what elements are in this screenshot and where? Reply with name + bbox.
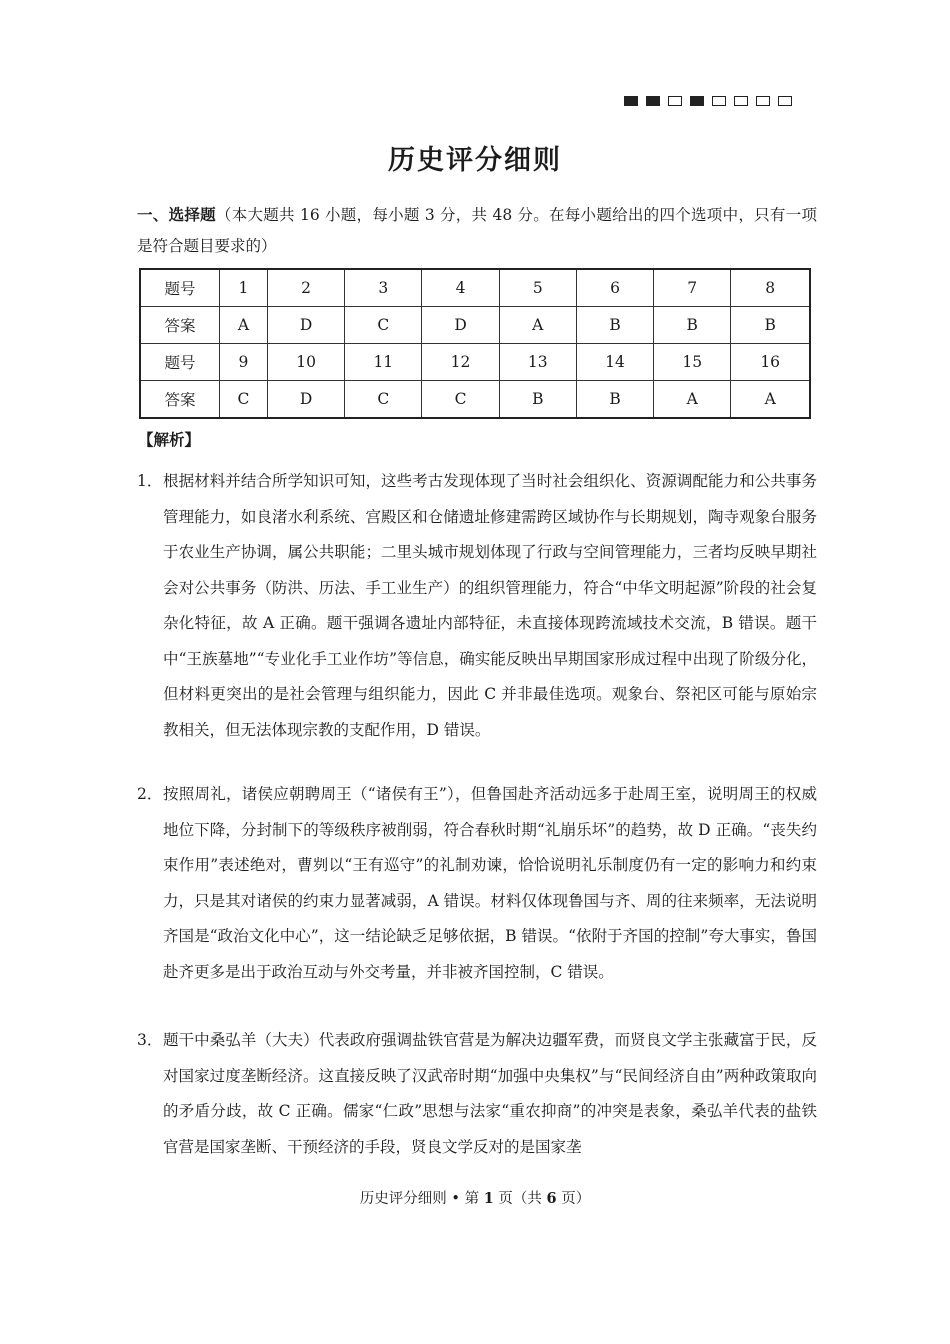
item-number: 2． (137, 785, 163, 803)
page-footer (0, 1187, 950, 1208)
table-row (140, 344, 810, 381)
row-header: 题号 (140, 344, 220, 381)
table-cell: B (576, 307, 653, 344)
table-cell: B (654, 307, 731, 344)
table-cell: A (499, 307, 576, 344)
progress-mark-empty (778, 96, 792, 106)
table-cell: D (267, 307, 344, 344)
footer-suffix: 页） (556, 1191, 591, 1207)
table-row (140, 269, 810, 307)
table-cell: D (422, 307, 499, 344)
table-cell: A (220, 307, 268, 344)
item-number: 1． (137, 472, 163, 490)
progress-mark-filled (690, 96, 704, 106)
analysis-label: 【解析】 (138, 430, 201, 449)
row-header: 答案 (140, 307, 220, 344)
table-cell: 13 (499, 344, 576, 381)
page-title: 历史评分细则 (388, 145, 562, 176)
row-header: 题号 (140, 269, 220, 307)
table-row (140, 381, 810, 419)
table-cell: 8 (731, 269, 810, 307)
table-cell: 15 (654, 344, 731, 381)
table-cell: 10 (267, 344, 344, 381)
table-cell: B (576, 381, 653, 419)
section-instructions: （本大题共 16 小题，每小题 3 分，共 48 分。在每小题给出的四个选项中，只有一项是符合题目要求的） (137, 206, 817, 255)
table-cell: B (499, 381, 576, 419)
table-cell: 1 (220, 269, 268, 307)
table-cell: B (731, 307, 810, 344)
table-cell: 7 (654, 269, 731, 307)
table-cell: C (422, 381, 499, 419)
answer-table (139, 268, 811, 419)
progress-mark-empty (756, 96, 770, 106)
section-heading (137, 199, 817, 262)
table-cell: 5 (499, 269, 576, 307)
progress-mark-empty (668, 96, 682, 106)
table-cell: 4 (422, 269, 499, 307)
progress-marks (624, 96, 792, 106)
analysis-item-1 (137, 464, 817, 748)
table-cell: C (345, 307, 422, 344)
footer-total-pages: 6 (546, 1190, 557, 1207)
table-cell: 2 (267, 269, 344, 307)
section-label: 一、选择题 (137, 205, 216, 224)
table-cell: 9 (220, 344, 268, 381)
table-cell: C (220, 381, 268, 419)
item-number: 3． (137, 1031, 163, 1049)
table-cell: D (267, 381, 344, 419)
progress-mark-filled (646, 96, 660, 106)
footer-mid: 页（共 (493, 1191, 547, 1207)
footer-prefix: 历史评分细则 • 第 (359, 1191, 484, 1207)
progress-mark-empty (712, 96, 726, 106)
table-cell: 16 (731, 344, 810, 381)
row-header: 答案 (140, 381, 220, 419)
table-cell: A (731, 381, 810, 419)
table-cell: 12 (422, 344, 499, 381)
table-cell: 6 (576, 269, 653, 307)
progress-mark-filled (624, 96, 638, 106)
table-cell: 14 (576, 344, 653, 381)
item-text: 按照周礼，诸侯应朝聘周王（“诸侯有王”），但鲁国赴齐活动远多于赴周王室，说明周王的权威地位下降，分封制下的等级秩序被削弱，符合春秋时期“礼崩乐坏”的趋势，故 D 正确。“丧失约束作用”表述绝对，曹刿以“王有巡守”的礼制劝谏，恰恰说明礼乐制度仍有一定的影响力和约束力，只是其对诸侯的约束力显著减弱，A 错误。材料仅体现鲁国与齐、周的往来频率，无法说明齐国是“政治文化中心”，这一结论缺乏足够依据，B 错误。“依附于齐国的控制”夸大事实，鲁国赴齐更多是出于政治互动与外交考量，并非被齐国控制，C 错误。 (163, 785, 817, 981)
footer-page-number: 1 (483, 1190, 494, 1207)
analysis-item-3 (137, 1023, 817, 1165)
table-cell: 11 (345, 344, 422, 381)
table-cell: 3 (345, 269, 422, 307)
analysis-item-2 (137, 777, 817, 990)
table-row (140, 307, 810, 344)
table-cell: C (345, 381, 422, 419)
item-text: 题干中桑弘羊（大夫）代表政府强调盐铁官营是为解决边疆军费，而贤良文学主张藏富于民，反对国家过度垄断经济。这直接反映了汉武帝时期“加强中央集权”与“民间经济自由”两种政策取向的矛盾分歧，故 C 正确。儒家“仁政”思想与法家“重农抑商”的冲突是表象，桑弘羊代表的盐铁官营是国家垄断、干预经济的手段，贤良文学反对的是国家垄 (163, 1031, 817, 1156)
item-text: 根据材料并结合所学知识可知，这些考古发现体现了当时社会组织化、资源调配能力和公共事务管理能力，如良渚水利系统、宫殿区和仓储遗址修建需跨区域协作与长期规划，陶寺观象台服务于农业生产协调，属公共职能；二里头城市规划体现了行政与空间管理能力，三者均反映早期社会对公共事务（防洪、历法、手工业生产）的组织管理能力，符合“中华文明起源”阶段的社会复杂化特征，故 A 正确。题干强调各遗址内部特征，未直接体现跨流域技术交流，B 错误。题干中“王族墓地”“专业化手工业作坊”等信息，确实能反映出早期国家形成过程中出现了阶级分化，但材料更突出的是社会管理与组织能力，因此 C 并非最佳选项。观象台、祭祀区可能与原始宗教相关，但无法体现宗教的支配作用，D 错误。 (163, 472, 817, 739)
progress-mark-empty (734, 96, 748, 106)
table-cell: A (654, 381, 731, 419)
